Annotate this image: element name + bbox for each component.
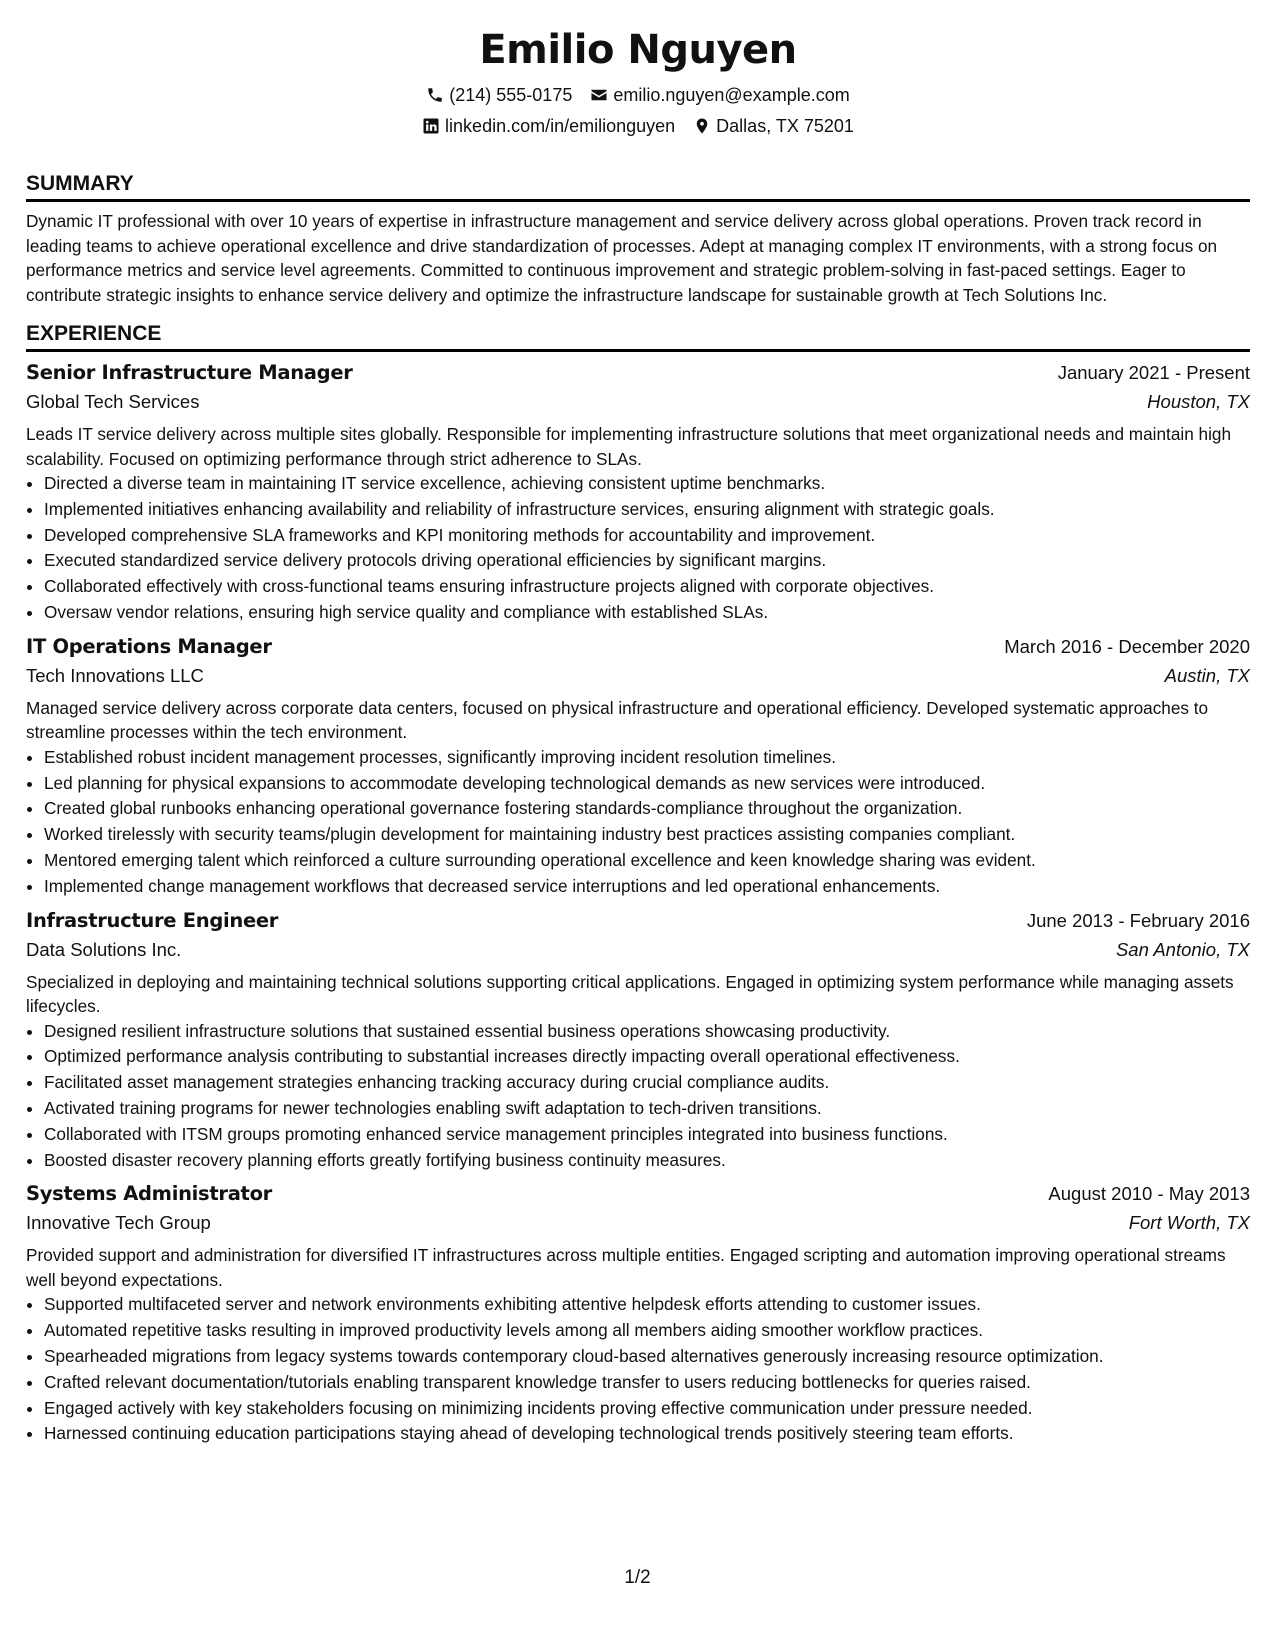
- linkedin-link[interactable]: linkedin.com/in/emilionguyen: [445, 116, 676, 136]
- job-bullet: • Developed comprehensive SLA frameworks and KPI monitoring methods for accountability and improvement.: [44, 523, 1250, 549]
- job-title: IT Operations Manager: [26, 634, 272, 658]
- job-bullet: • Spearheaded migrations from legacy systems towards contemporary cloud-based alternatives generously increasing resource optimization.: [44, 1344, 1250, 1370]
- job-location: Fort Worth, TX: [1128, 1212, 1250, 1234]
- job-title: Infrastructure Engineer: [26, 908, 279, 932]
- envelope-icon: [590, 86, 608, 104]
- job-company: Data Solutions Inc.: [26, 938, 182, 960]
- job-bullet: • Collaborated effectively with cross-functional teams ensuring infrastructure projects aligned with corporate objectives.: [44, 574, 1250, 600]
- job-bullet: • Harnessed continuing education participations staying ahead of developing technological trends positively steering team efforts.: [44, 1421, 1250, 1447]
- job-subheader: [26, 937, 1250, 963]
- linkedin-icon: [422, 117, 440, 135]
- job-entry: [26, 1180, 1250, 1447]
- contact-email[interactable]: [590, 84, 849, 106]
- job-bullets: [26, 471, 1250, 626]
- job-bullet: • Implemented initiatives enhancing availability and reliability of infrastructure services, ensuring alignment with strategic goals.: [44, 497, 1250, 523]
- job-company: Innovative Tech Group: [26, 1212, 211, 1234]
- phone-text: (214) 555-0175: [449, 85, 573, 105]
- candidate-name: Emilio Nguyen: [479, 27, 797, 73]
- job-bullet: • Implemented change management workflows that decreased service interruptions and led operational enhancements.: [44, 874, 1250, 900]
- map-pin-icon: [693, 117, 711, 135]
- job-location: San Antonio, TX: [1115, 938, 1250, 960]
- job-entry: [26, 359, 1250, 626]
- job-title: Senior Infrastructure Manager: [26, 361, 353, 384]
- section-title-experience: EXPERIENCE: [26, 321, 1250, 352]
- job-header: [26, 633, 1250, 661]
- job-list: [26, 359, 1250, 1447]
- job-description: Provided support and administration for diversified IT infrastructures across multiple entities. Engaged scripting and automation improving operational streams well beyond expectations.: [26, 1245, 1226, 1290]
- contact-row-primary: [26, 84, 1250, 106]
- job-bullet: • Facilitated asset management strategies enhancing tracking accuracy during crucial compliance audits.: [44, 1070, 1250, 1096]
- section-title-summary: SUMMARY: [26, 171, 1250, 202]
- job-location: Houston, TX: [1147, 391, 1250, 412]
- job-dates: June 2013 - February 2016: [1026, 909, 1250, 931]
- job-description: Managed service delivery across corporate data centers, focused on physical infrastructure and operational efficiency. Developed systematic approaches to streamline processes within the tech environment.: [26, 697, 1209, 743]
- phone-icon: [426, 86, 444, 104]
- job-dates: August 2010 - May 2013: [1048, 1183, 1250, 1205]
- job-bullet: • Worked tirelessly with security teams/plugin development for maintaining industry best practices assisting companies compliant.: [44, 822, 1250, 848]
- job-bullet: • Designed resilient infrastructure solutions that sustained essential business operations showcasing productivity.: [44, 1019, 1250, 1045]
- job-bullets: [26, 745, 1250, 900]
- resume-page: [26, 0, 1250, 1447]
- job-bullet: • Optimized performance analysis contributing to substantial increases directly impacting overall operational effectiveness.: [44, 1044, 1250, 1070]
- job-subheader: [26, 663, 1250, 689]
- job-dates: January 2021 - Present: [1057, 362, 1250, 383]
- job-description: Specialized in deploying and maintaining technical solutions supporting critical applications. Engaged in optimizing system performance while managing assets lifecycles.: [26, 971, 1234, 1017]
- experience-section: [26, 321, 1250, 1447]
- job-location: Austin, TX: [1164, 664, 1250, 686]
- job-subheader: [26, 1210, 1250, 1236]
- job-bullet: • Supported multifaceted server and network environments exhibiting attentive helpdesk efforts attending to customer issues.: [44, 1292, 1250, 1318]
- job-bullet: • Activated training programs for newer technologies enabling swift adaptation to tech-driven transitions.: [44, 1096, 1250, 1122]
- job-bullet: • Engaged actively with key stakeholders focusing on minimizing incidents proving effective communication under pressure needed.: [44, 1396, 1250, 1422]
- job-bullet: • Boosted disaster recovery planning efforts greatly fortifying business continuity measures.: [44, 1148, 1250, 1174]
- job-company: Global Tech Services: [26, 391, 200, 412]
- email-link[interactable]: emilio.nguyen@example.com: [613, 85, 850, 105]
- job-entry: [26, 907, 1250, 1174]
- job-bullet: • Directed a diverse team in maintaining IT service excellence, achieving consistent uptime benchmarks.: [44, 471, 1250, 497]
- job-description: Leads IT service delivery across multiple sites globally. Responsible for implementing infrastructure solutions that meet organizational needs and maintain high scalability. Focused on optimizing performance through strict adherence to SLAs.: [26, 424, 1232, 469]
- job-bullet: • Oversaw vendor relations, ensuring high service quality and compliance with established SLAs.: [44, 600, 1250, 626]
- job-bullet: • Created global runbooks enhancing operational governance fostering standards-compliance throughout the organization.: [44, 796, 1250, 822]
- contact-linkedin[interactable]: [422, 115, 675, 137]
- job-subheader: [26, 389, 1250, 415]
- summary-section: [26, 171, 1250, 307]
- job-bullets: [26, 1292, 1250, 1447]
- job-header: [26, 359, 1250, 387]
- summary-text: Dynamic IT professional with over 10 years of expertise in infrastructure management and service delivery across global operations. Proven track record in leading teams to achieve operational excellence and drive standardization of processes. Adept at managing complex IT environments, with a strong focus on performance metrics and service level agreements. Committed to continuous improvement and strategic problem-solving in fast-paced settings. Eager to contribute strategic insights to enhance service delivery and optimize the infrastructure landscape for sustainable growth at Tech Solutions Inc.: [26, 211, 1218, 305]
- job-header: [26, 907, 1250, 935]
- contact-row-secondary: [26, 115, 1250, 137]
- job-title: Systems Administrator: [26, 1182, 272, 1206]
- location-text: Dallas, TX 75201: [716, 116, 854, 136]
- job-bullets: [26, 1019, 1250, 1174]
- job-bullet: • Collaborated with ITSM groups promoting enhanced service management principles integrated into business functions.: [44, 1122, 1250, 1148]
- job-bullet: • Established robust incident management processes, significantly improving incident resolution timelines.: [44, 745, 1250, 771]
- job-bullet: • Crafted relevant documentation/tutorials enabling transparent knowledge transfer to users reducing bottlenecks for queries raised.: [44, 1370, 1250, 1396]
- contact-phone: [426, 84, 572, 106]
- job-company: Tech Innovations LLC: [26, 664, 204, 686]
- job-dates: March 2016 - December 2020: [1004, 635, 1250, 657]
- job-entry: [26, 633, 1250, 900]
- job-bullet: • Executed standardized service delivery protocols driving operational efficiencies by significant margins.: [44, 548, 1250, 574]
- job-header: [26, 1180, 1250, 1208]
- page-number: 1/2: [624, 1567, 651, 1588]
- job-bullet: • Automated repetitive tasks resulting in improved productivity levels among all members aiding smoother workflow practices.: [44, 1318, 1250, 1344]
- contact-location: [693, 115, 854, 137]
- job-bullet: • Mentored emerging talent which reinforced a culture surrounding operational excellence and keen knowledge sharing was evident.: [44, 848, 1250, 874]
- job-bullet: • Led planning for physical expansions to accommodate developing technological demands as new services were introduced.: [44, 771, 1250, 797]
